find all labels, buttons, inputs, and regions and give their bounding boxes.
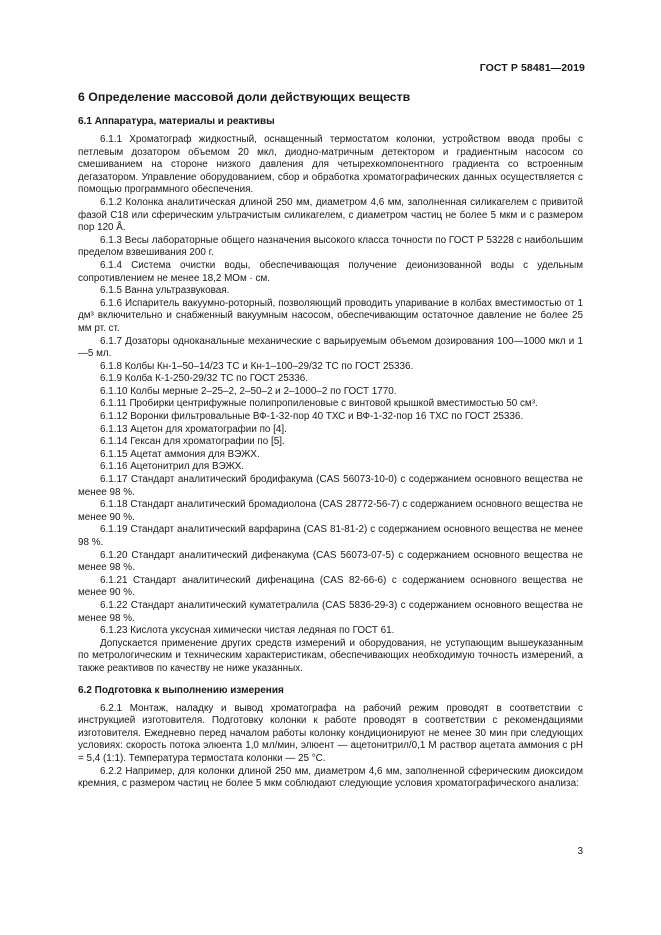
paragraph: 6.1.16 Ацетонитрил для ВЭЖХ.	[100, 461, 245, 473]
paragraph: Допускается применение других средств измерений и оборудования, не уступающим вышеуказанным по метрологическим и техническим характеристикам, обеспечивающих необходимую точность измерений, а также реактивов по качеству не ниже указанных.	[78, 637, 583, 674]
paragraph: 6.1.10 Колбы мерные 2–25–2, 2–50–2 и 2–1000–2 по ГОСТ 1770.	[100, 385, 397, 397]
subsection-title-1: 6.1 Аппаратура, материалы и реактивы	[78, 116, 275, 127]
paragraph: 6.1.2 Колонка аналитическая длиной 250 мм, диаметром 4,6 мм, заполненная силикагелем с привитой фазой С18 или сферическим ультрачистым силикагелем, с диаметром частиц не более 5 мкм и с размером пор 120 Å.	[78, 196, 583, 234]
paragraph: 6.1.23 Кислота уксусная химически чистая ледяная по ГОСТ 61.	[100, 625, 395, 637]
paragraph: 6.1.6 Испаритель вакуумно-роторный, позволяющий проводить упаривание в колбах вместимостью от 1 дм³ включительно и снабженный вакуумным насосом, обеспечивающим остаточное давление не более 25 мм рт. ст.	[78, 297, 583, 334]
subsection-title-2: 6.2 Подготовка к выполнению измерения	[78, 684, 284, 696]
paragraph: 6.1.13 Ацетон для хроматографии по [4].	[100, 423, 287, 435]
paragraph: 6.1.1 Хроматограф жидкостный, оснащенный термостатом колонки, устройством ввода пробы с петлевым дозатором объемом 20 мкл, диодно-матричным детектором и градиентным насосом со смешиванием на стороне низкого давления для четырехкомпонентного градиента со встроенным дегазатором. Управление оборудованием, сбор и обработка хроматографических данных осуществляется с помощью программного обеспечения.	[78, 134, 583, 196]
paragraph: 6.2.2 Например, для колонки длиной 250 мм, диаметром 4,6 мм, заполненной сферическим диоксидом кремния, с размером частиц не более 5 мкм соблюдают следующие условия хроматографического анализа:	[78, 765, 583, 790]
paragraph: 6.1.5 Ванна ультразвуковая.	[100, 285, 230, 297]
document-body	[78, 90, 583, 791]
paragraph: 6.1.12 Воронки фильтровальные ВФ-1-32-пор 40 ТХС и ВФ-1-32-пор 16 ТХС по ГОСТ 25336.	[100, 411, 524, 423]
paragraph: 6.1.4 Система очистки воды, обеспечивающая получение деионизованной воды с удельным сопротивлением не менее 18,2 МОм · см.	[78, 259, 583, 284]
paragraph: 6.1.7 Дозаторы одноканальные механические с варьируемым объемом дозирования 100—1000 мкл и 1—5 мл.	[78, 335, 583, 360]
paragraph: 6.1.20 Стандарт аналитический дифенакума (CAS 56073-07-5) с содержанием основного вещества не менее 98 %.	[78, 549, 583, 574]
section-title: 6 Определение массовой доли действующих веществ	[78, 90, 411, 104]
paragraph: 6.1.8 Колбы Кн-1–50–14/23 ТС и Кн-1–100–29/32 ТС по ГОСТ 25336.	[100, 360, 414, 372]
paragraph: 6.1.17 Стандарт аналитический бродифакума (CAS 56073-10-0) с содержанием основного вещества не менее 98 %.	[78, 474, 583, 498]
paragraph: 6.1.22 Стандарт аналитический куматетралила (CAS 5836-29-3) с содержанием основного вещества не менее 98 %.	[78, 599, 583, 624]
paragraph: 6.1.11 Пробирки центрифужные полипропиленовые с винтовой крышкой вместимостью 50 см³.	[100, 398, 538, 410]
paragraph: 6.1.18 Стандарт аналитический бромадиолона (CAS 28772-56-7) с содержанием основного вещества не менее 90 %.	[78, 499, 583, 523]
paragraph: 6.1.15 Ацетат аммония для ВЭЖХ.	[100, 448, 260, 460]
paragraph: 6.1.3 Весы лабораторные общего назначения высокого класса точности по ГОСТ Р 53228 с наибольшим пределом взвешивания 200 г.	[78, 234, 583, 259]
page-number: 3	[577, 846, 583, 857]
paragraph: 6.2.1 Монтаж, наладку и вывод хроматографа на рабочий режим проводят в соответствии с инструкцией изготовителя. Подготовку колонки к работе проводят в соответствии с рекомендациями изготовителя. Ежедневно перед началом работы колонку кондиционируют не менее 30 мин при следующих условиях: скорость потока элюента 1,0 мл/мин, элюент — ацетонитрил/0,1 М раствор ацетата аммония с pH = 5,4 (1:1). Температура термостата колонки — 25 °С.	[78, 702, 583, 764]
paragraph: 6.1.19 Стандарт аналитический варфарина (CAS 81-81-2) с содержанием основного вещества не менее 98 %.	[78, 524, 583, 548]
paragraph: 6.1.21 Стандарт аналитический дифенацина (CAS 82-66-6) с содержанием основного вещества не менее 90 %.	[78, 574, 583, 599]
document-code: ГОСТ Р 58481—2019	[479, 62, 585, 74]
paragraph: 6.1.9 Колба К-1-250-29/32 ТС по ГОСТ 25336.	[100, 373, 308, 385]
paragraph: 6.1.14 Гексан для хроматографии по [5].	[100, 436, 285, 448]
